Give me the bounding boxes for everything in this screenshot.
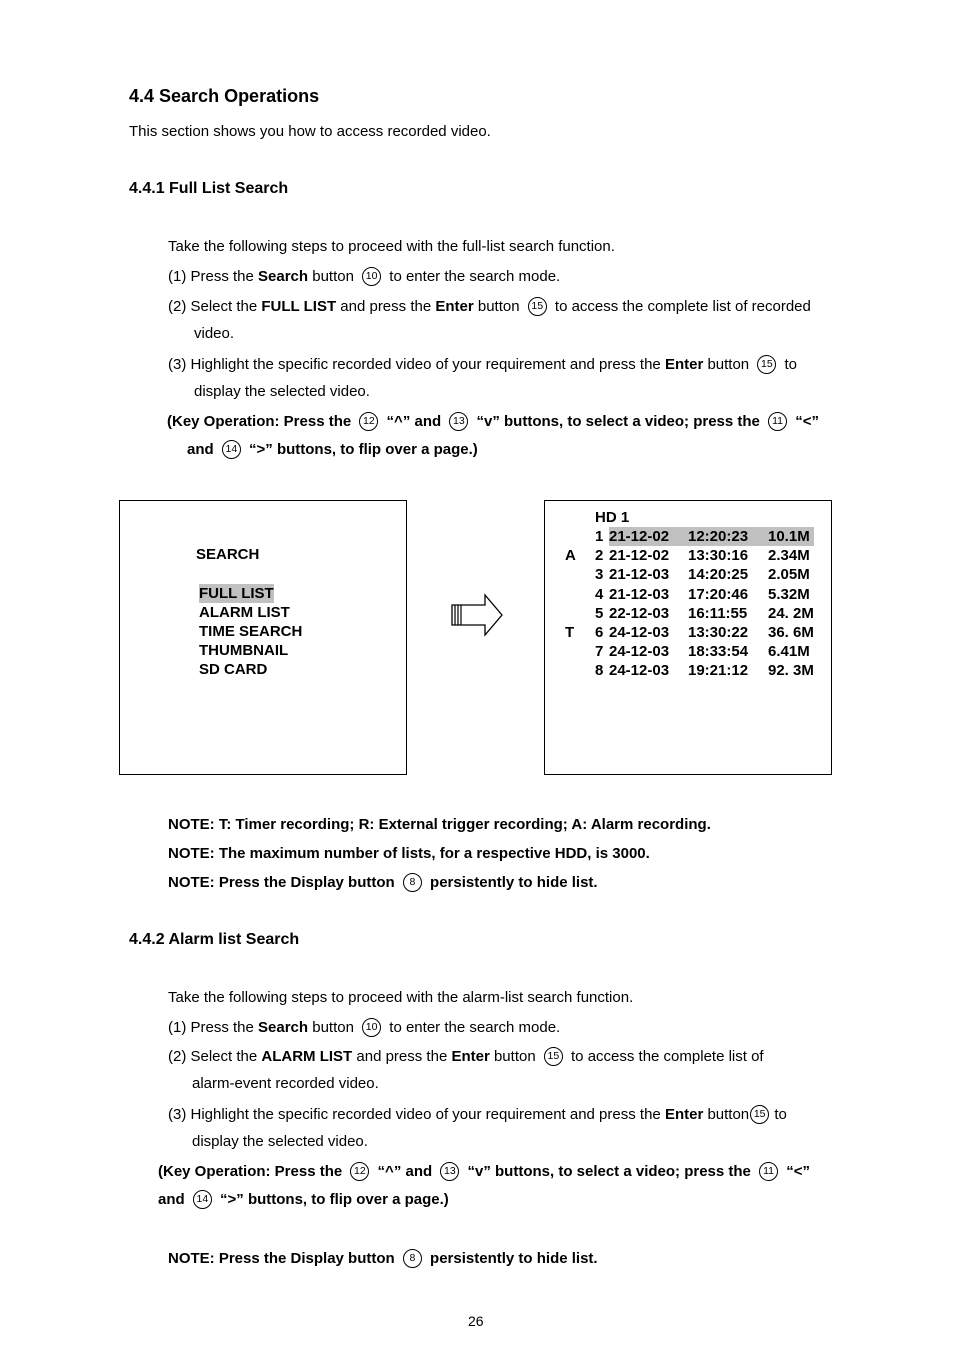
row-number: 6 xyxy=(595,624,604,641)
menu-item-thumbnail[interactable]: THUMBNAIL xyxy=(199,642,289,659)
list-item[interactable] xyxy=(545,546,831,565)
alarm-list-step-1: (1) Press the Search button 10 to enter the search mode. xyxy=(168,1019,561,1036)
button-11-icon: 11 xyxy=(759,1162,778,1181)
recording-time: 13:30:16 xyxy=(688,547,749,565)
recording-date: 21-12-03 xyxy=(609,566,670,584)
button-8-icon: 8 xyxy=(403,1249,422,1268)
list-item[interactable] xyxy=(545,661,831,680)
menu-item-alarm-list[interactable]: ALARM LIST xyxy=(199,604,290,621)
button-8-icon: 8 xyxy=(403,873,422,892)
list-header: HD 1 xyxy=(595,509,630,526)
alarm-list-step-2: (2) Select the ALARM LIST and press the Enter button 15 to access the complete list of xyxy=(168,1048,764,1065)
recording-date: 21-12-02 xyxy=(609,547,670,565)
button-12-icon: 12 xyxy=(359,412,378,431)
row-number: 5 xyxy=(595,604,604,622)
section-title: 4.4 Search Operations xyxy=(129,86,320,106)
button-14-icon: 14 xyxy=(193,1190,212,1209)
row-number: 7 xyxy=(595,643,604,661)
note-recording-types: NOTE: T: Timer recording; R: External trigger recording; A: Alarm recording. xyxy=(168,816,711,833)
button-15-icon: 15 xyxy=(750,1105,769,1124)
recording-size: 5.32M xyxy=(768,585,810,603)
page-number: 26 xyxy=(468,1313,484,1329)
arrow-right-icon xyxy=(447,592,505,638)
recording-time: 19:21:12 xyxy=(688,662,749,680)
recording-size: 2.05M xyxy=(768,566,810,584)
recording-date: 22-12-03 xyxy=(609,604,670,622)
button-13-icon: 13 xyxy=(449,412,468,431)
alarm-list-step-3-cont: display the selected video. xyxy=(192,1133,368,1150)
recording-time: 17:20:46 xyxy=(688,585,749,603)
button-15-icon: 15 xyxy=(544,1047,563,1066)
recording-date: 21-12-03 xyxy=(609,585,670,603)
full-list-step-3-cont: display the selected video. xyxy=(194,383,370,400)
full-list-lead: Take the following steps to proceed with the full-list search function. xyxy=(168,238,615,255)
recording-time: 13:30:22 xyxy=(688,624,749,641)
row-number: 2 xyxy=(595,547,604,565)
button-15-icon: 15 xyxy=(528,297,547,316)
button-12-icon: 12 xyxy=(350,1162,369,1181)
list-item[interactable] xyxy=(545,565,831,584)
alarm-list-note-display-button: NOTE: Press the Display button 8 persistently to hide list. xyxy=(168,1250,598,1267)
alarm-list-step-2-cont: alarm-event recorded video. xyxy=(192,1075,379,1092)
button-14-icon: 14 xyxy=(222,440,241,459)
row-number: 1 xyxy=(595,528,604,545)
recording-time: 16:11:55 xyxy=(688,604,748,622)
list-item[interactable] xyxy=(545,585,831,604)
recording-time: 18:33:54 xyxy=(688,643,749,661)
menu-item-sd-card[interactable]: SD CARD xyxy=(199,661,268,678)
list-item[interactable] xyxy=(545,642,831,661)
alarm-list-lead: Take the following steps to proceed with the alarm-list search function. xyxy=(168,989,634,1006)
full-list-screen xyxy=(544,500,832,775)
recording-size: 24. 2M xyxy=(768,604,814,622)
full-list-step-2-cont: video. xyxy=(194,325,235,342)
section-intro: This section shows you how to access recorded video. xyxy=(129,123,491,140)
button-15-icon: 15 xyxy=(757,355,776,374)
search-menu-title: SEARCH xyxy=(196,546,260,563)
row-number: 4 xyxy=(595,585,604,603)
note-max-lists: NOTE: The maximum number of lists, for a respective HDD, is 3000. xyxy=(168,845,650,862)
full-list-step-3: (3) Highlight the specific recorded video of your requirement and press the Enter button 15 to xyxy=(168,356,798,373)
recording-date: 24-12-03 xyxy=(609,624,670,641)
recording-date: 24-12-03 xyxy=(609,643,670,661)
list-item[interactable] xyxy=(545,623,831,642)
row-number: 8 xyxy=(595,662,604,680)
button-10-icon: 10 xyxy=(362,267,381,286)
list-item[interactable] xyxy=(545,527,831,546)
menu-item-full-list[interactable]: FULL LIST xyxy=(199,585,274,602)
note-display-button: NOTE: Press the Display button 8 persistently to hide list. xyxy=(168,874,598,891)
recording-type-tag: A xyxy=(565,547,576,565)
alarm-list-key-operation: (Key Operation: Press the 12 “^” and 13 “v” buttons, to select a video; press the 11 “<” xyxy=(158,1163,810,1180)
recording-date: 24-12-03 xyxy=(609,662,670,680)
alarm-list-heading: 4.4.2 Alarm list Search xyxy=(129,931,300,948)
full-list-step-2: (2) Select the FULL LIST and press the Enter button 15 to access the complete list of recorded xyxy=(168,298,811,315)
recording-time: 14:20:25 xyxy=(688,566,749,584)
full-list-key-operation: (Key Operation: Press the 12 “^” and 13 “v” buttons, to select a video; press the 11 “<” xyxy=(167,413,819,430)
recording-size: 2.34M xyxy=(768,547,810,565)
alarm-list-step-3: (3) Highlight the specific recorded video of your requirement and press the Enter button 15 to xyxy=(168,1106,787,1123)
button-10-icon: 10 xyxy=(362,1018,381,1037)
list-item[interactable] xyxy=(545,604,831,623)
recording-size: 10.1M xyxy=(768,528,810,545)
full-list-step-1: (1) Press the Search button 10 to enter the search mode. xyxy=(168,268,561,285)
alarm-list-key-operation-cont: and 14 “>” buttons, to flip over a page.) xyxy=(158,1191,449,1208)
recording-size: 36. 6M xyxy=(768,624,814,641)
full-list-heading: 4.4.1 Full List Search xyxy=(129,180,289,197)
recording-time: 12:20:23 xyxy=(688,528,749,545)
search-menu-screen xyxy=(119,500,407,775)
recording-size: 6.41M xyxy=(768,643,810,661)
row-number: 3 xyxy=(595,566,604,584)
recording-size: 92. 3M xyxy=(768,662,814,680)
menu-item-time-search[interactable]: TIME SEARCH xyxy=(199,623,303,640)
button-13-icon: 13 xyxy=(440,1162,459,1181)
recording-type-tag: T xyxy=(565,624,575,641)
full-list-key-operation-cont: and 14 “>” buttons, to flip over a page.) xyxy=(187,441,478,458)
recording-date: 21-12-02 xyxy=(609,528,670,545)
button-11-icon: 11 xyxy=(768,412,787,431)
